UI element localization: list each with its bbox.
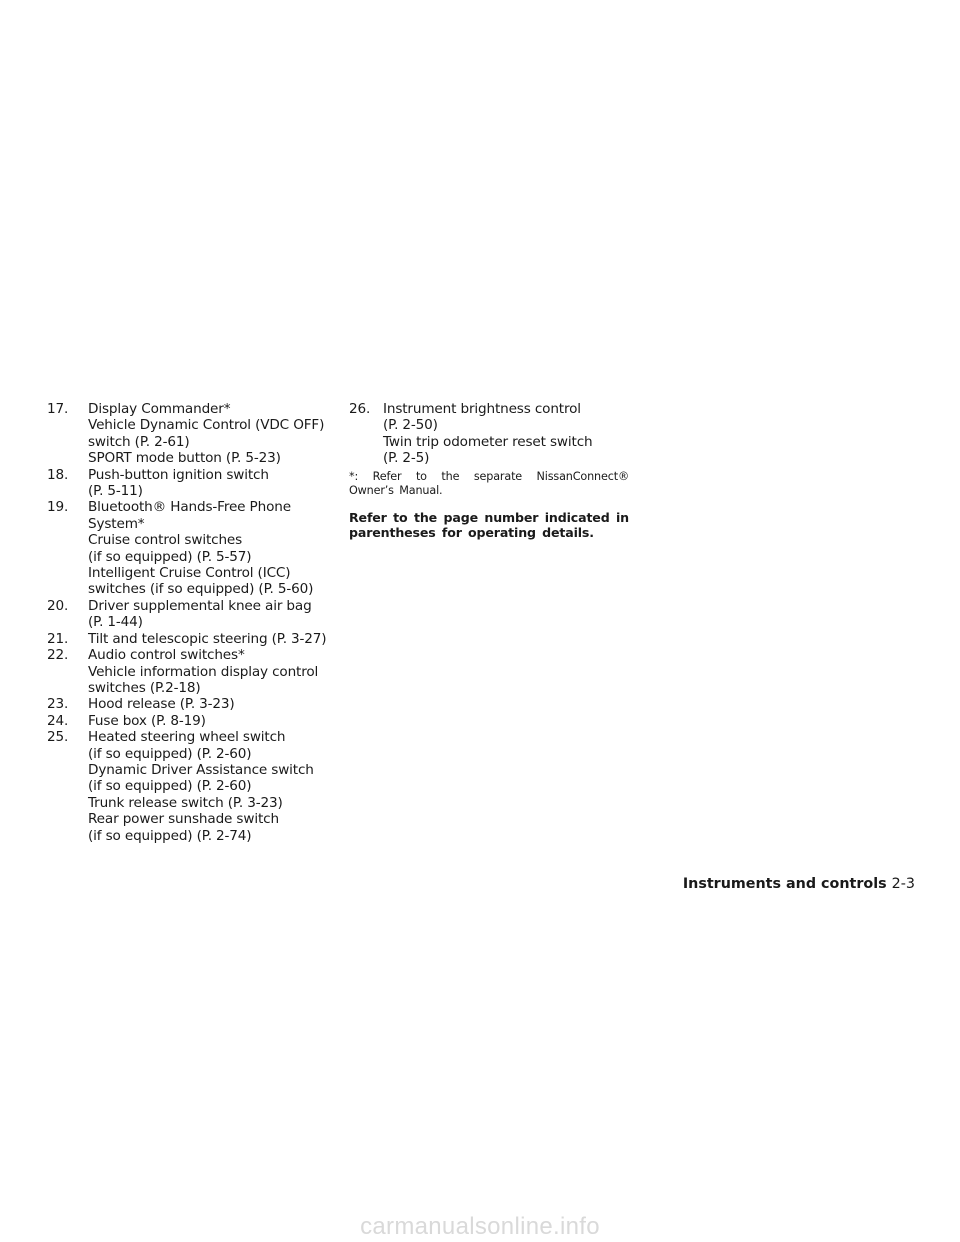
item-text: (P. 2-50) bbox=[383, 417, 438, 434]
list-item-20 bbox=[47, 598, 337, 631]
item-text: Twin trip odometer reset switch bbox=[383, 433, 593, 450]
list-item-25 bbox=[47, 729, 337, 844]
item-text: Display Commander* bbox=[88, 401, 231, 417]
item-text: Intelligent Cruise Control (ICC) bbox=[88, 565, 291, 582]
list-item-24 bbox=[47, 713, 337, 729]
item-text: Rear power sunshade switch bbox=[88, 811, 279, 828]
list-item-23 bbox=[47, 696, 337, 712]
item-text: Trunk release switch (P. 3-23) bbox=[88, 794, 283, 811]
item-text: Dynamic Driver Assistance switch bbox=[88, 761, 314, 778]
list-item-17 bbox=[47, 401, 337, 467]
item-text: (P. 1-44) bbox=[88, 614, 143, 631]
item-text: (if so equipped) (P. 2-60) bbox=[88, 745, 252, 762]
item-number: 21. bbox=[47, 630, 69, 647]
item-number: 17. bbox=[47, 401, 69, 417]
item-text: switches (P.2-18) bbox=[88, 679, 201, 696]
item-number: 22. bbox=[47, 647, 69, 664]
item-number: 26. bbox=[349, 401, 371, 417]
list-item-22 bbox=[47, 647, 337, 696]
item-text: SPORT mode button (P. 5-23) bbox=[88, 450, 281, 467]
item-number: 23. bbox=[47, 696, 69, 713]
watermark: carmanualsonline.info bbox=[360, 1213, 600, 1240]
reference-note: Refer to the page number indicated in parentheses for operating details. bbox=[349, 509, 629, 540]
item-text: (if so equipped) (P. 5-57) bbox=[88, 548, 252, 565]
item-text: Driver supplemental knee air bag bbox=[88, 597, 312, 614]
item-text: Audio control switches* bbox=[88, 647, 245, 664]
page-footer bbox=[683, 876, 915, 892]
list-item-18 bbox=[47, 467, 337, 500]
item-text: Fuse box (P. 8-19) bbox=[88, 712, 206, 729]
list-item-26 bbox=[349, 401, 629, 467]
item-text: Tilt and telescopic steering (P. 3-27) bbox=[88, 630, 327, 647]
item-text: switch (P. 2-61) bbox=[88, 433, 190, 450]
item-number: 24. bbox=[47, 712, 69, 729]
item-text: System* bbox=[88, 515, 145, 532]
item-text: (P. 5-11) bbox=[88, 483, 143, 500]
item-text: Heated steering wheel switch bbox=[88, 729, 286, 746]
item-text: (if so equipped) (P. 2-60) bbox=[88, 778, 252, 795]
item-text: Vehicle information display control bbox=[88, 663, 319, 680]
right-column bbox=[349, 401, 629, 540]
item-text: Push-button ignition switch bbox=[88, 466, 269, 483]
section-title: Instruments and controls bbox=[682, 876, 887, 892]
item-text: Vehicle Dynamic Control (VDC OFF) bbox=[88, 417, 325, 434]
item-text: Instrument brightness control bbox=[383, 401, 581, 417]
item-number: 25. bbox=[47, 729, 69, 746]
item-number: 19. bbox=[47, 499, 69, 516]
item-text: Bluetooth® Hands-Free Phone bbox=[88, 499, 291, 516]
item-number: 20. bbox=[47, 597, 69, 614]
left-column bbox=[47, 401, 337, 844]
item-number: 18. bbox=[47, 466, 69, 483]
list-item-19 bbox=[47, 499, 337, 597]
footnote: *: Refer to the separate NissanConnect® Owner’s Manual. bbox=[349, 469, 629, 498]
item-text: Cruise control switches bbox=[88, 532, 243, 549]
page-number: 2-3 bbox=[891, 876, 915, 892]
list-item-21 bbox=[47, 631, 337, 647]
item-text: switches (if so equipped) (P. 5-60) bbox=[88, 581, 314, 598]
item-text: (P. 2-5) bbox=[383, 450, 430, 467]
item-text: (if so equipped) (P. 2-74) bbox=[88, 827, 252, 844]
item-text: Hood release (P. 3-23) bbox=[88, 696, 235, 713]
